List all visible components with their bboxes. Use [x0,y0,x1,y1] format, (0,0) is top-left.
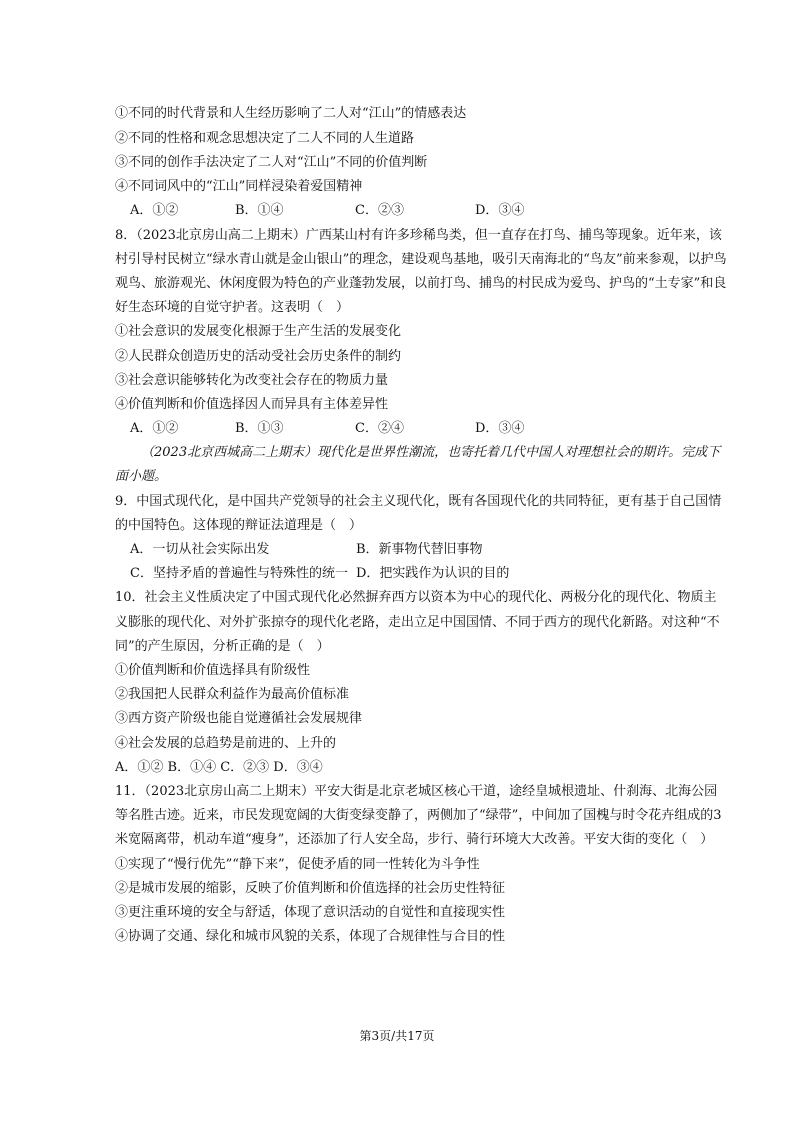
question-9-stem: 9．中国式现代化，是中国共产党领导的社会主义现代化，既有各国现代化的共同特征，更有基于自己国情 [115,494,722,509]
question-10-stem: 义膨胀的现代化、对外扩张掠夺的现代化老路，走出立足中国国情、不同于西方的现代化新路。对这种“不 [115,615,720,630]
statement: ③社会意识能够转化为改变社会存在的物质力量 [115,373,389,388]
option: A．一切从社会实际出发 [130,542,270,557]
option: D．③④ [475,421,525,436]
option: C．坚持矛盾的普遍性与特殊性的统一 [130,566,348,581]
question-11-stem: 11．（2023北京房山高二上期末）平安大街是北京老城区核心干道，途经皇城根遗址、什刹海、北海公园 [115,784,718,799]
option: C．②③ [355,203,404,218]
statement: ②我国把人民群众利益作为最高价值标准 [115,687,350,702]
statement: ①价值判断和价值选择具有阶级性 [115,663,311,678]
statement: ④价值判断和价值选择因人而异具有主体差异性 [115,397,389,412]
option: B．①③ [235,421,284,436]
q10-options: A．①② B．①④ C．②③ D．③④ [115,760,323,775]
statement: ②人民群众创造历史的活动受社会历史条件的制约 [115,349,402,364]
statement: ①不同的时代背景和人生经历影响了二人对“江山”的情感表达 [115,106,467,121]
group-intro: （2023北京西城高二上期末）现代化是世界性潮流，也寄托着几代中国人对理想社会的期许。完成下 [141,445,721,460]
question-10-stem: 10．社会主义性质决定了中国式现代化必然摒弃西方以资本为中心的现代化、两极分化的现代化、物质主 [115,590,717,605]
question-11-stem: 米宽隔离带，机动车道“瘦身”，还添加了行人安全岛，步行、骑行环境大大改善。平安大街的变化（ ） [115,832,714,847]
question-8-stem: 村引导村民树立“绿水青山就是金山银山”的理念，建设观鸟基地，吸引天南海北的“鸟友”前来参观，以护鸟 [115,252,727,267]
question-8-stem: 8．（2023北京房山高二上期末）广西某山村有许多珍稀鸟类，但一直存在打鸟、捕鸟等现象。近年来，该 [115,228,722,243]
statement: ④协调了交通、绿化和城市风貌的关系，体现了合规律性与合目的性 [115,929,506,944]
statement: ③更注重环境的安全与舒适，体现了意识活动的自觉性和直接现实性 [115,905,506,920]
statement: ①实现了“慢行优先”“静下来”，促使矛盾的同一性转化为斗争性 [115,857,480,872]
statement: ④社会发展的总趋势是前进的、上升的 [115,736,337,751]
statement: ③西方资产阶级也能自觉遵循社会发展规律 [115,711,363,726]
option: B．新事物代替旧事物 [356,542,483,557]
statement: ③不同的创作手法决定了二人对“江山”不同的价值判断 [115,155,428,170]
group-intro: 面小题。 [115,469,168,484]
question-11-stem: 等名胜古迹。近来，市民发现宽阔的大街变绿变静了，两侧加了“绿带”，中间加了国槐与时令花卉组成的3 [115,808,722,823]
option: D．③④ [475,203,525,218]
option: A．①② [130,421,179,436]
option: D．把实践作为认识的目的 [356,566,510,581]
question-10-stem: 同”的产生原因，分析正确的是（ ） [115,639,330,654]
option: A．①② [130,203,179,218]
question-8-stem: 好生态环境的自觉守护者。这表明（ ） [115,300,350,315]
statement: ②是城市发展的缩影，反映了价值判断和价值选择的社会历史性特征 [115,881,506,896]
option: B．①④ [235,203,284,218]
statement: ④不同词风中的“江山”同样浸染着爱国精神 [115,179,363,194]
statement: ②不同的性格和观念思想决定了二人不同的人生道路 [115,131,415,146]
question-8-stem: 观鸟、旅游观光、休闲度假为特色的产业蓬勃发展，以前打鸟、捕鸟的村民成为爱鸟、护鸟的“土专家”和良 [115,276,727,291]
page-number: 第3页/共17页 [359,1029,435,1043]
statement: ①社会意识的发展变化根源于生产生活的发展变化 [115,324,402,339]
question-9-stem: 的中国特色。这体现的辩证法道理是（ ） [115,518,363,533]
option: C．②④ [355,421,404,436]
